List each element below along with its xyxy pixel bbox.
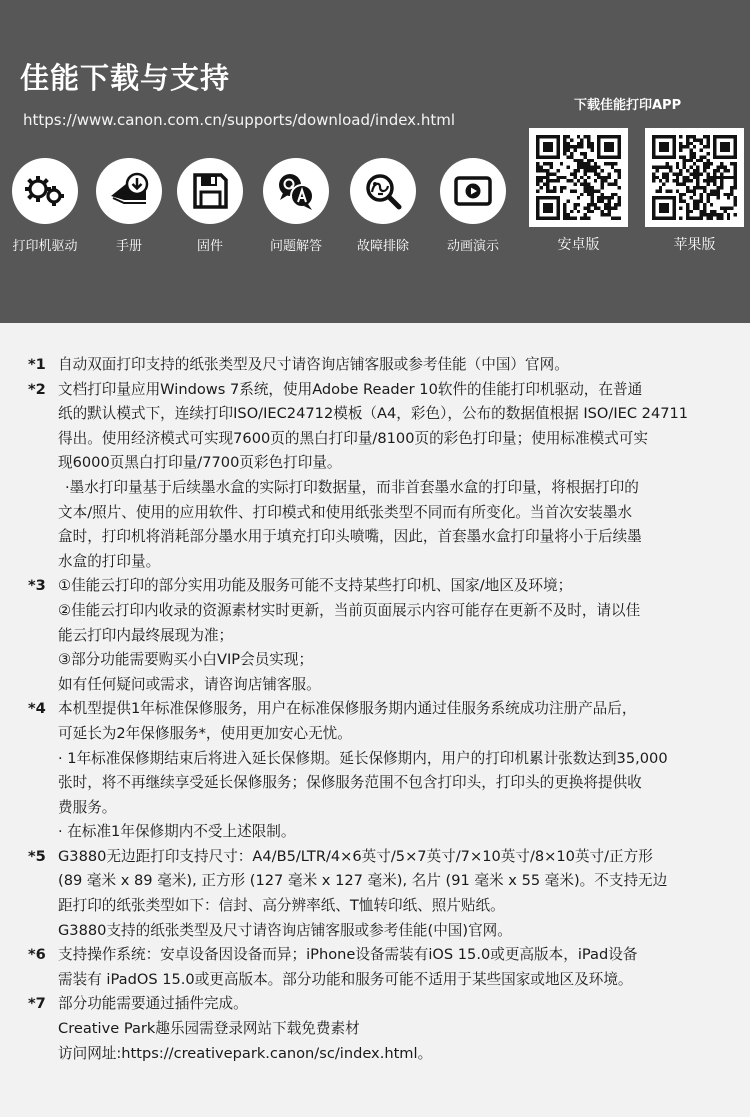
footnote-7 bbox=[0, 992, 750, 1066]
footnote-line: 文档打印量应用Windows 7系统，使用Adobe Reader 10软件的佳能打印机驱动，在普通 bbox=[58, 380, 643, 398]
footnote-line: 本机型提供1年标准保修服务，用户在标准保修服务期内通过佳服务系统成功注册产品后， bbox=[58, 700, 637, 718]
android-qr-code bbox=[529, 128, 628, 227]
footnote-3 bbox=[0, 574, 750, 697]
footnote-line: 能云打印内最终展现为准； bbox=[58, 626, 234, 644]
footnote-5 bbox=[0, 845, 750, 943]
footnote-line: 纸的默认模式下，连续打印ISO/IEC24712模板（A4，彩色），公布的数据值根据 ISO/IEC 24711 bbox=[58, 405, 689, 423]
icon-label-qa: 问题解答 bbox=[269, 239, 322, 254]
footnote-line: 如有任何疑问或需求，请咨询店铺客服。 bbox=[58, 675, 321, 693]
icon-label-firmware: 固件 bbox=[196, 239, 223, 254]
footnote-line: 自动双面打印支持的纸张类型及尺寸请咨询店铺客服或参考佳能（中国）官网。 bbox=[58, 356, 569, 373]
video-play-icon bbox=[440, 158, 506, 224]
printer-driver-button[interactable] bbox=[0, 158, 90, 254]
footnote-line: ①佳能云打印的部分实用功能及服务可能不支持某些打印机、国家/地区及环境； bbox=[58, 577, 573, 595]
footnote-mark: *7 bbox=[28, 995, 46, 1013]
troubleshoot-button[interactable] bbox=[338, 158, 428, 254]
footnote-line: G3880支持的纸张类型及尺寸请咨询店铺客服或参考佳能(中国)官网。 bbox=[58, 921, 512, 939]
icon-label-demo: 动画演示 bbox=[446, 239, 499, 254]
android-qr-image bbox=[536, 135, 621, 220]
icon-label-driver: 打印机驱动 bbox=[12, 239, 78, 254]
footnote-line: ③部分功能需要购买小白VIP会员实现； bbox=[58, 651, 314, 669]
firmware-floppy-icon bbox=[177, 158, 243, 224]
printer-driver-gears-icon bbox=[12, 158, 78, 224]
footnote-line: 张时，将不再继续享受延长保修服务；保修服务范围不包含打印头，打印头的更换将提供收 bbox=[58, 774, 642, 792]
footnote-line: 可延长为2年保修服务*，使用更加安心无忧。 bbox=[58, 724, 352, 742]
footnote-2 bbox=[0, 378, 750, 575]
footnote-line: 盒时，打印机将消耗部分墨水用于填充打印头喷嘴，因此，首套墨水盒打印量将小于后续墨 bbox=[58, 528, 642, 546]
footnote-6 bbox=[0, 943, 750, 992]
footnote-mark: *3 bbox=[28, 577, 46, 595]
icon-label-troubleshoot: 故障排除 bbox=[356, 239, 409, 254]
footnote-line: · 1年标准保修期结束后将进入延长保修期。延长保修期内，用户的打印机累计张数达到35,000 bbox=[58, 749, 668, 767]
footnote-line: G3880无边距打印支持尺寸：A4/B5/LTR/4×6英寸/5×7英寸/7×10英寸/8×10英寸/正方形 bbox=[58, 847, 653, 865]
manual-download-icon bbox=[96, 158, 162, 224]
footnote-1 bbox=[0, 353, 750, 378]
header-banner bbox=[0, 0, 750, 323]
footnotes bbox=[0, 353, 750, 1066]
footnote-line: ②佳能云打印内收录的资源素材实时更新，当前页面展示内容可能存在更新不及时，请以佳 bbox=[58, 601, 641, 619]
footnote-line: 水盒的打印量。 bbox=[58, 552, 161, 570]
footnote-line: 费服务。 bbox=[58, 798, 117, 816]
page-title: 佳能下载与支持 bbox=[20, 61, 231, 95]
footnote-line: · 在标准1年保修期内不受上述限制。 bbox=[58, 823, 296, 841]
footnote-4 bbox=[0, 697, 750, 845]
footnote-mark: *4 bbox=[28, 700, 46, 718]
qa-bubbles-icon bbox=[263, 158, 329, 224]
footnote-line: ·墨水打印量基于后续墨水盒的实际打印数据量，而非首套墨水盒的打印量，将根据打印的 bbox=[65, 478, 639, 496]
footnote-line: 得出。使用经济模式可实现7600页的黑白打印量/8100页的彩色打印量；使用标准模式可实 bbox=[58, 429, 648, 447]
support-url-link[interactable]: https://www.canon.com.cn/supports/download/index.html bbox=[23, 111, 455, 129]
icon-label-manual: 手册 bbox=[115, 239, 142, 254]
troubleshoot-magnifier-icon bbox=[350, 158, 416, 224]
footnote-line: 文本/照片、使用的应用软件、打印模式和使用纸张类型不同而有所变化。当首次安装墨水 bbox=[58, 503, 633, 521]
animation-demo-button[interactable] bbox=[428, 158, 518, 254]
ios-qr-image bbox=[652, 135, 737, 220]
footnote-line: 支持操作系统：安卓设备因设备而异；iPhone设备需装有iOS 15.0或更高版本，iPad设备 bbox=[58, 946, 638, 964]
qa-button[interactable] bbox=[251, 158, 341, 254]
manual-button[interactable] bbox=[84, 158, 174, 254]
footnote-line: 距打印的纸张类型如下：信封、高分辨率纸、T恤转印纸、照片贴纸。 bbox=[58, 897, 505, 915]
footnote-mark: *2 bbox=[28, 380, 46, 398]
footnote-line: 现6000页黑白打印量/7700页彩色打印量。 bbox=[58, 454, 342, 472]
footnote-mark: *5 bbox=[28, 847, 46, 865]
support-icon-row bbox=[0, 158, 520, 258]
footnote-mark: *1 bbox=[28, 356, 46, 373]
footnote-line: 需装有 iPadOS 15.0或更高版本。部分功能和服务可能不适用于某些国家或地区及环境。 bbox=[58, 970, 633, 988]
footnote-line: (89 毫米 x 89 毫米), 正方形 (127 毫米 x 127 毫米), 名片 (91 毫米 x 55 毫米)。不支持无边 bbox=[58, 872, 668, 890]
firmware-button[interactable] bbox=[165, 158, 255, 254]
android-label[interactable]: 安卓版 bbox=[557, 237, 600, 253]
footnote-mark: *6 bbox=[28, 946, 46, 964]
footnote-line: 部分功能需要通过插件完成。 bbox=[58, 995, 248, 1013]
footnote-line[interactable]: Creative Park趣乐园需登录网站下载免费素材 bbox=[58, 1020, 360, 1038]
ios-label[interactable]: 苹果版 bbox=[673, 237, 716, 253]
ios-qr-code bbox=[645, 128, 744, 227]
footnote-line[interactable]: 访问网址:https://creativepark.canon/sc/index.html。 bbox=[58, 1044, 433, 1062]
app-download-title: 下载佳能打印APP bbox=[574, 98, 682, 113]
